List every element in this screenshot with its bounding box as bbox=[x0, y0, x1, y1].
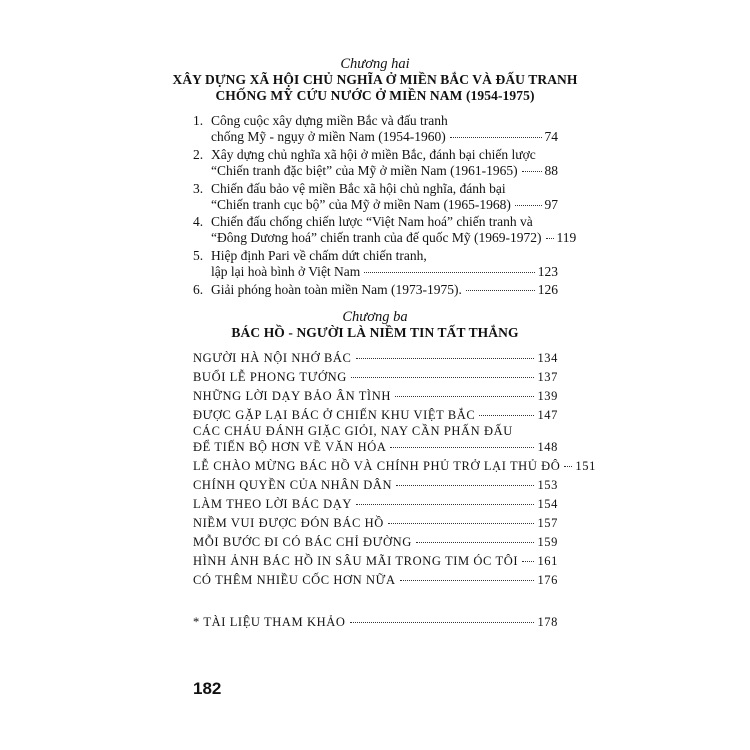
leader-dots bbox=[395, 396, 534, 397]
leader-dots bbox=[356, 504, 534, 505]
leader-dots bbox=[396, 485, 534, 486]
toc-item-text: Chiến đấu bảo vệ miền Bắc xã hội chủ nghĩa, đánh bại bbox=[211, 181, 506, 196]
toc-page-number: 176 bbox=[537, 573, 558, 587]
toc-item-text: NHỮNG LỜI DẠY BẢO ÂN TÌNH bbox=[193, 389, 391, 403]
toc-item-text: BUỔI LỄ PHONG TƯỚNG bbox=[193, 370, 347, 384]
page-number: 182 bbox=[193, 679, 222, 698]
leader-dots bbox=[388, 523, 535, 524]
toc-entry[interactable] bbox=[193, 350, 558, 367]
toc-item-number: 6. bbox=[193, 282, 204, 297]
toc-page-number: 148 bbox=[537, 440, 558, 454]
toc-item-text: * TÀI LIỆU THAM KHẢO bbox=[193, 615, 346, 629]
leader-dots bbox=[356, 358, 535, 359]
toc-item-text: Giải phóng hoàn toàn miền Nam (1973-1975). bbox=[211, 282, 462, 297]
toc-page-number: 137 bbox=[537, 370, 558, 384]
toc-entry[interactable] bbox=[193, 496, 558, 513]
toc-page-number: 159 bbox=[537, 535, 558, 549]
toc-item-text: CÓ THÊM NHIỀU CỐC HƠN NỮA bbox=[193, 573, 396, 587]
toc-item-text: HÌNH ẢNH BÁC HỒ IN SÂU MÃI TRONG TIM ÓC TÔI bbox=[193, 554, 519, 568]
toc-item-text: “Chiến tranh đặc biệt” của Mỹ ở miền Nam (1961-1965) bbox=[211, 163, 518, 178]
leader-dots bbox=[564, 466, 572, 467]
toc-item-text: LỄ CHÀO MỪNG BÁC HỒ VÀ CHÍNH PHỦ TRỞ LẠI THỦ ĐÔ bbox=[193, 459, 561, 473]
leader-dots bbox=[400, 580, 535, 581]
toc-item-text: NIỀM VUI ĐƯỢC ĐÓN BÁC HỒ bbox=[193, 516, 384, 530]
toc-item-number: 3. bbox=[193, 181, 204, 196]
toc-page-number: 157 bbox=[537, 516, 558, 530]
toc-item-text: “Đông Dương hoá” chiến tranh của đế quốc Mỹ (1969-1972) bbox=[211, 230, 542, 245]
toc-entry[interactable] bbox=[193, 572, 558, 589]
toc-item-text: Hiệp định Pari về chấm dứt chiến tranh, bbox=[211, 248, 427, 263]
toc-entry[interactable] bbox=[193, 553, 558, 570]
toc-page-number: 153 bbox=[537, 478, 558, 492]
toc-item-text: chống Mỹ - ngụy ở miền Nam (1954-1960) bbox=[211, 129, 446, 144]
toc-entry[interactable] bbox=[193, 534, 558, 551]
toc-page-number: 154 bbox=[537, 497, 558, 511]
toc-entry-references[interactable] bbox=[193, 614, 558, 631]
chapter3-label: Chương ba bbox=[342, 309, 408, 325]
toc-item-text: “Chiến tranh cục bộ” của Mỹ ở miền Nam (1965-1968) bbox=[211, 197, 511, 212]
toc-item-text: Xây dựng chủ nghĩa xã hội ở miền Bắc, đánh bại chiến lược bbox=[211, 147, 536, 162]
toc-entry[interactable] bbox=[193, 458, 596, 475]
toc-item-text: LÀM THEO LỜI BÁC DẠY bbox=[193, 497, 352, 511]
toc-page-number: 97 bbox=[544, 197, 558, 212]
leader-dots bbox=[450, 137, 542, 138]
toc-item-text: lập lại hoà bình ở Việt Nam bbox=[211, 264, 361, 279]
toc-item-number: 4. bbox=[193, 214, 204, 229]
toc-item-text: MỖI BƯỚC ĐI CÓ BÁC CHỈ ĐƯỜNG bbox=[193, 535, 412, 549]
leader-dots bbox=[479, 415, 534, 416]
leader-dots bbox=[350, 622, 535, 623]
toc-page-number: 123 bbox=[537, 264, 558, 279]
toc-entry[interactable] bbox=[193, 369, 558, 386]
toc-page-number: 147 bbox=[537, 408, 558, 422]
leader-dots bbox=[351, 377, 535, 378]
toc-entry[interactable] bbox=[193, 439, 558, 456]
leader-dots bbox=[364, 272, 534, 273]
toc-item-number: 1. bbox=[193, 113, 204, 128]
toc-page-number: 119 bbox=[556, 230, 577, 245]
toc-page-number: 74 bbox=[544, 129, 558, 144]
toc-entry[interactable] bbox=[211, 196, 558, 213]
leader-dots bbox=[390, 447, 534, 448]
toc-item-number: 5. bbox=[193, 248, 204, 263]
toc-entry[interactable] bbox=[211, 229, 577, 246]
chapter2-title-line2: CHỐNG MỸ CỨU NƯỚC Ở MIỀN NAM (1954-1975) bbox=[215, 88, 535, 103]
leader-dots bbox=[546, 238, 554, 239]
leader-dots bbox=[522, 561, 534, 562]
toc-item-text: CHÍNH QUYỀN CỦA NHÂN DÂN bbox=[193, 478, 393, 492]
toc-entry[interactable] bbox=[211, 128, 558, 145]
leader-dots bbox=[522, 171, 542, 172]
toc-entry[interactable] bbox=[193, 515, 558, 532]
toc-entry[interactable] bbox=[211, 162, 558, 179]
toc-item-number: 2. bbox=[193, 147, 204, 162]
toc-entry[interactable] bbox=[193, 407, 558, 424]
toc-item-text: ĐỂ TIẾN BỘ HƠN VỀ VĂN HÓA bbox=[193, 440, 387, 454]
leader-dots bbox=[416, 542, 535, 543]
chapter3-title: BÁC HỒ - NGƯỜI LÀ NIỀM TIN TẤT THẮNG bbox=[231, 325, 519, 340]
toc-page-number: 126 bbox=[537, 282, 558, 297]
toc-item-text: ĐƯỢC GẶP LẠI BÁC Ở CHIẾN KHU VIỆT BẮC bbox=[193, 408, 476, 422]
toc-item-text: NGƯỜI HÀ NỘI NHỚ BÁC bbox=[193, 351, 352, 365]
toc-page-number: 151 bbox=[575, 459, 596, 473]
toc-entry[interactable] bbox=[211, 263, 558, 280]
toc-entry[interactable] bbox=[193, 477, 558, 494]
leader-dots bbox=[515, 205, 542, 206]
toc-item-text: Công cuộc xây dựng miền Bắc và đấu tranh bbox=[211, 113, 448, 128]
toc-page-number: 161 bbox=[537, 554, 558, 568]
toc-page-number: 178 bbox=[537, 615, 558, 629]
chapter2-label: Chương hai bbox=[340, 56, 410, 72]
toc-page-number: 139 bbox=[537, 389, 558, 403]
leader-dots bbox=[466, 290, 535, 291]
toc-page-number: 134 bbox=[537, 351, 558, 365]
toc-entry[interactable] bbox=[193, 388, 558, 405]
toc-entry[interactable] bbox=[211, 281, 558, 298]
toc-page-number: 88 bbox=[544, 163, 558, 178]
chapter2-title-line1: XÂY DỰNG XÃ HỘI CHỦ NGHĨA Ở MIỀN BẮC VÀ ĐẤU TRANH bbox=[172, 72, 578, 87]
toc-item-text: CÁC CHÁU ĐÁNH GIẶC GIỎI, NAY CẦN PHẤN ĐẤU bbox=[193, 424, 513, 438]
toc-item-text: Chiến đấu chống chiến lược “Việt Nam hoá” chiến tranh và bbox=[211, 214, 533, 229]
